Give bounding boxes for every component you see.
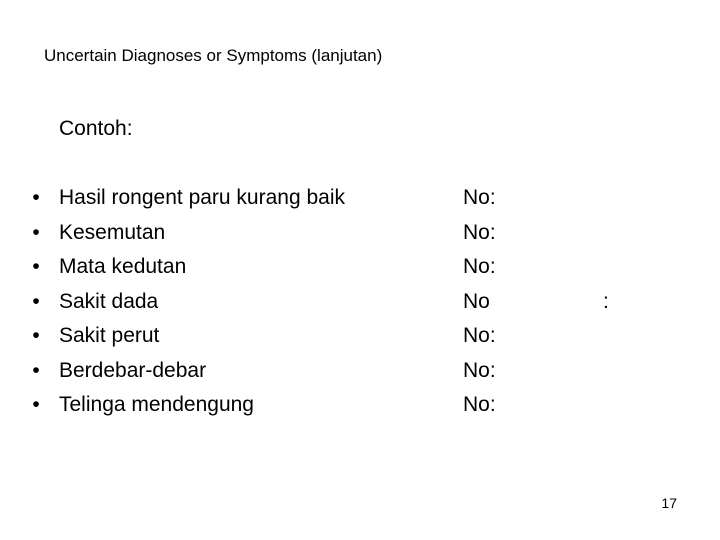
list-item [0,388,720,423]
list-item [0,319,720,354]
answer-label: No: [463,358,496,382]
list-item [0,216,720,251]
bullet-icon: • [32,393,40,416]
bullet-icon: • [32,255,40,278]
bullet-icon: • [32,220,40,244]
symptom-label: Kesemutan [59,220,166,244]
symptom-label: Berdebar-debar [59,358,207,382]
bullet-icon: • [32,358,40,382]
answer-extra: : [603,289,609,313]
symptom-label: Hasil rongent paru kurang baik [59,186,346,209]
symptom-label: Sakit perut [59,324,160,347]
answer-label: No: [463,186,496,209]
list-item [0,250,720,285]
answer-label: No: [463,393,496,416]
list-item [0,181,720,216]
examples-heading: Contoh: [59,117,133,140]
bullet-icon: • [32,289,40,313]
bullet-icon: • [32,186,40,209]
answer-label: No [463,289,490,313]
list-item [0,354,720,389]
bullet-icon: • [32,324,40,347]
symptom-label: Telinga mendengung [59,393,254,416]
symptom-label: Sakit dada [59,289,159,313]
answer-label: No: [463,324,496,347]
symptom-label: Mata kedutan [59,255,187,278]
answer-label: No: [463,220,496,244]
symptom-list [0,181,720,423]
answer-label: No: [463,255,496,278]
page-number: 17 [661,495,677,511]
list-item [0,285,720,320]
slide-title: Uncertain Diagnoses or Symptoms (lanjutan) [44,46,383,65]
